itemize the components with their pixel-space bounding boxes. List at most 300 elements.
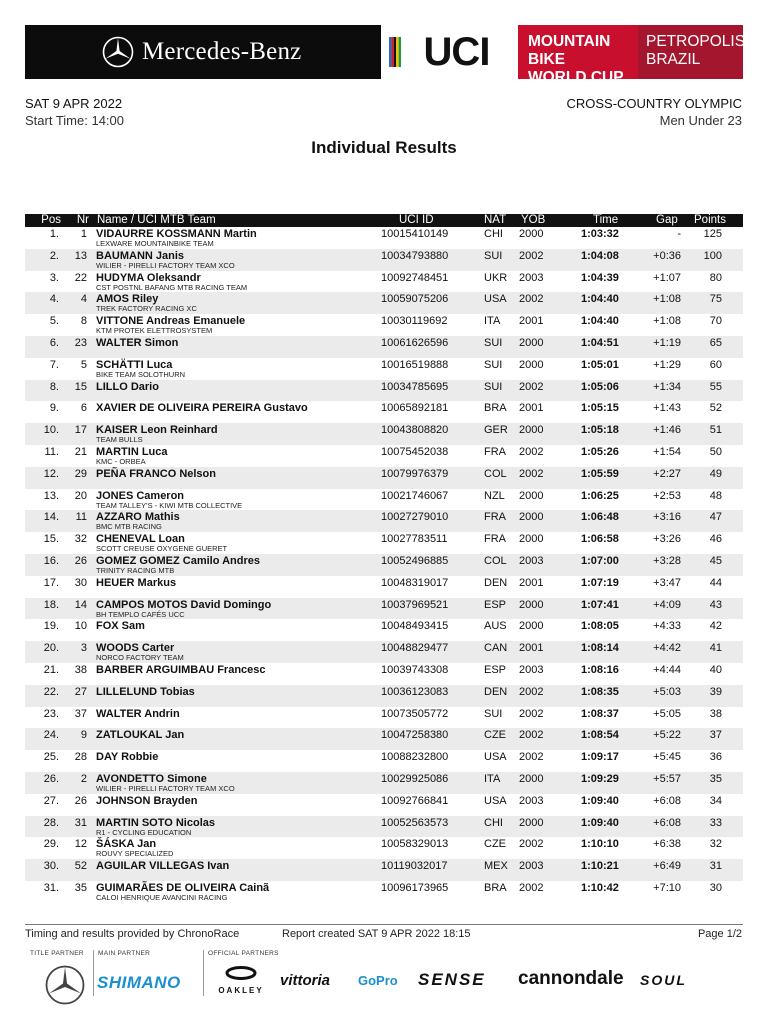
rider-points: 38 xyxy=(709,707,722,720)
rider-gap: +3:47 xyxy=(653,576,681,589)
rider-team: BH TEMPLO CAFÉS UCC xyxy=(96,609,185,619)
rider-position: 11. xyxy=(44,445,59,458)
header-uci-id: UCI ID xyxy=(399,214,434,226)
table-row xyxy=(25,881,743,903)
rider-team: TRINITY RACING MTB xyxy=(96,565,175,575)
rider-nationality: CZE xyxy=(484,838,506,851)
header-time: Time xyxy=(593,214,619,226)
rider-position: 17. xyxy=(43,576,59,589)
rider-year-of-birth: 2001 xyxy=(519,315,544,328)
rider-position: 8. xyxy=(49,380,59,393)
table-row xyxy=(25,576,743,598)
rider-points: 40 xyxy=(709,663,722,676)
rider-nationality: COL xyxy=(484,467,507,480)
mercedes-star-icon xyxy=(102,36,134,68)
rider-time: 1:06:58 xyxy=(581,533,619,546)
rider-name: ŠÁSKA Jan xyxy=(96,838,157,851)
rider-uci-id: 10015410149 xyxy=(381,228,449,240)
rider-position: 16. xyxy=(43,554,59,567)
rider-position: 18. xyxy=(43,598,59,611)
rider-nationality: ITA xyxy=(484,315,501,328)
rider-name: DAY Robbie xyxy=(96,751,159,764)
rider-nationality: ITA xyxy=(484,772,501,785)
rider-year-of-birth: 2000 xyxy=(519,358,544,371)
rider-gap: +1:46 xyxy=(653,424,681,437)
rider-name: HEUER Markus xyxy=(96,576,177,589)
rider-nationality: SUI xyxy=(484,336,503,349)
rider-year-of-birth: 2001 xyxy=(519,576,544,589)
rider-position: 19. xyxy=(43,620,59,633)
header-pos: Pos xyxy=(41,214,61,226)
rider-name: SCHÄTTI Luca xyxy=(96,358,173,371)
rider-position: 7. xyxy=(49,358,59,371)
rider-time: 1:06:25 xyxy=(581,489,619,502)
rider-year-of-birth: 2002 xyxy=(519,467,544,480)
rider-points: 45 xyxy=(709,554,722,567)
rider-nationality: SUI xyxy=(484,249,503,262)
rider-gap: +1:29 xyxy=(653,358,681,371)
table-row xyxy=(25,271,743,293)
rider-team: WILIER - PIRELLI FACTORY TEAM XCO xyxy=(96,783,235,793)
rider-nationality: USA xyxy=(484,751,507,764)
rider-name: VITTONE Andreas Emanuele xyxy=(96,315,246,328)
rider-gap: +5:57 xyxy=(653,772,681,785)
rider-team: LEXWARE MOUNTAINBIKE TEAM xyxy=(96,239,214,248)
rider-time: 1:09:40 xyxy=(581,816,619,829)
table-row xyxy=(25,816,743,838)
rider-bib-number: 23 xyxy=(74,336,87,349)
rider-time: 1:04:08 xyxy=(581,249,619,262)
table-row xyxy=(25,685,743,707)
rider-points: 125 xyxy=(703,228,722,240)
header-gap: Gap xyxy=(656,214,678,226)
rider-points: 47 xyxy=(709,511,722,524)
rider-nationality: USA xyxy=(484,293,507,306)
rider-position: 14. xyxy=(43,511,59,524)
rider-team: NORCO FACTORY TEAM xyxy=(96,653,184,663)
rider-position: 10. xyxy=(43,424,59,437)
rider-year-of-birth: 2000 xyxy=(519,772,544,785)
venue-line-1: PETROPOLIS xyxy=(646,33,746,50)
rider-time: 1:10:42 xyxy=(581,881,619,894)
rider-year-of-birth: 2000 xyxy=(519,511,544,524)
rider-time: 1:09:40 xyxy=(581,794,619,807)
rider-nationality: CZE xyxy=(484,729,506,742)
rider-uci-id: 10052563573 xyxy=(381,816,449,829)
rider-time: 1:08:37 xyxy=(581,707,619,720)
table-row xyxy=(25,249,743,271)
rider-time: 1:07:19 xyxy=(581,576,619,589)
rider-points: 39 xyxy=(709,685,722,698)
rider-team: SCOTT CREUSE OXYGENE GUERET xyxy=(96,544,228,554)
rider-time: 1:05:15 xyxy=(581,402,619,415)
rider-nationality: NZL xyxy=(484,489,505,502)
table-row xyxy=(25,837,743,859)
rider-year-of-birth: 2002 xyxy=(519,751,544,764)
rider-uci-id: 10088232800 xyxy=(381,751,449,764)
rider-name: LILLELUND Tobias xyxy=(96,685,195,698)
mercedes-benz-wordmark: Mercedes-Benz xyxy=(142,38,302,65)
rider-bib-number: 38 xyxy=(74,663,87,676)
rider-gap: +1:19 xyxy=(653,336,681,349)
footer-divider xyxy=(25,924,743,925)
rider-uci-id: 10059075206 xyxy=(381,293,449,306)
rider-points: 35 xyxy=(709,772,722,785)
rider-uci-id: 10092766841 xyxy=(381,794,449,807)
rider-uci-id: 10048829477 xyxy=(381,642,449,655)
rider-year-of-birth: 2002 xyxy=(519,729,544,742)
rider-year-of-birth: 2002 xyxy=(519,838,544,851)
rider-nationality: BRA xyxy=(484,402,507,415)
rider-nationality: GER xyxy=(484,424,508,437)
timing-credit: Timing and results provided by ChronoRace xyxy=(25,928,240,940)
rider-time: 1:06:48 xyxy=(581,511,619,524)
rider-year-of-birth: 2000 xyxy=(519,489,544,502)
uci-rainbow-stripes-icon xyxy=(389,37,401,67)
rider-uci-id: 10039743308 xyxy=(381,663,449,676)
world-cup-label xyxy=(518,25,638,86)
rider-bib-number: 2 xyxy=(80,772,87,785)
rider-uci-id: 10048493415 xyxy=(381,620,449,633)
table-row xyxy=(25,489,743,511)
table-row xyxy=(25,707,743,729)
table-row xyxy=(25,641,743,663)
race-discipline: CROSS-COUNTRY OLYMPIC xyxy=(566,96,742,111)
rider-gap: +4:44 xyxy=(653,663,681,676)
rider-uci-id: 10092748451 xyxy=(381,271,449,284)
rider-team: ROUVY SPECIALIZED xyxy=(96,849,174,859)
rider-points: 49 xyxy=(709,467,722,480)
rider-gap: +3:16 xyxy=(653,511,681,524)
table-row xyxy=(25,227,743,249)
oakley-logo xyxy=(212,966,270,995)
rider-year-of-birth: 2000 xyxy=(519,228,544,240)
rider-bib-number: 3 xyxy=(80,642,87,655)
rider-team: KTM PROTEK ELETTROSYSTEM xyxy=(96,326,213,336)
race-info-block xyxy=(566,95,742,129)
rider-year-of-birth: 2002 xyxy=(519,685,544,698)
rider-points: 80 xyxy=(709,271,722,284)
rider-time: 1:04:40 xyxy=(581,293,619,306)
rider-uci-id: 10036123083 xyxy=(381,685,449,698)
table-row xyxy=(25,772,743,794)
uci-logo xyxy=(381,25,518,79)
rider-position: 12. xyxy=(43,467,59,480)
rider-gap: +1:08 xyxy=(653,315,681,328)
header-yob: YOB xyxy=(521,214,546,226)
rider-position: 24. xyxy=(43,729,59,742)
rider-year-of-birth: 2003 xyxy=(519,794,544,807)
rider-bib-number: 15 xyxy=(74,380,87,393)
rider-nationality: SUI xyxy=(484,380,503,393)
rider-uci-id: 10052496885 xyxy=(381,554,449,567)
report-created: Report created SAT 9 APR 2022 18:15 xyxy=(282,928,471,940)
rider-points: 70 xyxy=(709,315,722,328)
rider-nationality: AUS xyxy=(484,620,507,633)
rider-time: 1:09:29 xyxy=(581,772,619,785)
rider-gap: +1:07 xyxy=(653,271,681,284)
rider-nationality: ESP xyxy=(484,598,507,611)
rider-points: 50 xyxy=(709,445,722,458)
oakley-ellipse-icon xyxy=(212,966,270,980)
rider-year-of-birth: 2002 xyxy=(519,380,544,393)
rider-name: GOMEZ GOMEZ Camilo Andres xyxy=(96,554,260,567)
rider-bib-number: 13 xyxy=(74,249,87,262)
rider-bib-number: 12 xyxy=(74,838,87,851)
rider-name: JOHNSON Brayden xyxy=(96,794,198,807)
rider-year-of-birth: 2001 xyxy=(519,402,544,415)
rider-position: 22. xyxy=(43,685,59,698)
rider-bib-number: 30 xyxy=(74,576,87,589)
rider-time: 1:09:17 xyxy=(581,751,619,764)
event-banner xyxy=(25,25,746,86)
rider-year-of-birth: 2002 xyxy=(519,249,544,262)
rider-year-of-birth: 2002 xyxy=(519,445,544,458)
table-row xyxy=(25,336,743,358)
table-row xyxy=(25,598,743,620)
table-row xyxy=(25,750,743,772)
rider-uci-id: 10119032017 xyxy=(381,860,448,873)
rider-gap: +7:10 xyxy=(653,881,681,894)
rider-uci-id: 10065892181 xyxy=(381,402,449,415)
rider-position: 21. xyxy=(43,663,59,676)
oakley-wordmark: OAKLEY xyxy=(218,986,264,995)
rider-position: 29. xyxy=(43,838,59,851)
rider-points: 31 xyxy=(709,860,722,873)
rider-uci-id: 10079976379 xyxy=(381,467,449,480)
rider-position: 31. xyxy=(43,881,59,894)
rider-name: LILLO Dario xyxy=(96,380,159,393)
rider-bib-number: 6 xyxy=(80,402,87,415)
rider-name: BARBER ARGUIMBAU Francesc xyxy=(96,663,266,676)
rider-year-of-birth: 2000 xyxy=(519,336,544,349)
rider-position: 27. xyxy=(43,794,59,807)
table-row xyxy=(25,445,743,467)
rider-gap: +1:43 xyxy=(653,402,681,415)
rider-time: 1:08:54 xyxy=(581,729,619,742)
rider-bib-number: 11 xyxy=(75,511,87,524)
rider-time: 1:10:21 xyxy=(581,860,619,873)
rider-gap: +4:33 xyxy=(653,620,681,633)
rider-nationality: FRA xyxy=(484,445,506,458)
rider-team: BIKE TEAM SOLOTHURN xyxy=(96,369,186,379)
rider-nationality: CHI xyxy=(484,816,503,829)
rider-name: MARTIN SOTO Nicolas xyxy=(96,816,215,829)
rider-year-of-birth: 2003 xyxy=(519,860,544,873)
table-row xyxy=(25,467,743,489)
rider-name: AMOS Riley xyxy=(96,293,159,306)
rider-uci-id: 10021746067 xyxy=(381,489,449,502)
rider-year-of-birth: 2000 xyxy=(519,598,544,611)
rider-gap: +2:53 xyxy=(653,489,681,502)
gopro-logo: GoPro xyxy=(358,973,398,988)
rider-points: 41 xyxy=(709,642,722,655)
rider-uci-id: 10096173965 xyxy=(381,881,449,894)
rider-bib-number: 32 xyxy=(74,533,87,546)
rider-gap: +5:22 xyxy=(653,729,681,742)
rider-name: JONES Cameron xyxy=(96,489,185,502)
rider-points: 46 xyxy=(709,533,722,546)
rider-name: AGUILAR VILLEGAS Ivan xyxy=(96,860,230,873)
main-partner-label: MAIN PARTNER xyxy=(98,950,151,957)
rider-year-of-birth: 2000 xyxy=(519,424,544,437)
rider-points: 65 xyxy=(709,336,722,349)
rider-year-of-birth: 2000 xyxy=(519,816,544,829)
rider-team: WILIER - PIRELLI FACTORY TEAM XCO xyxy=(96,260,235,270)
rider-time: 1:08:16 xyxy=(581,663,619,676)
rider-uci-id: 10027279010 xyxy=(381,511,449,524)
rider-nationality: ESP xyxy=(484,663,507,676)
rider-team: TEAM BULLS xyxy=(96,435,143,445)
rider-time: 1:03:32 xyxy=(581,228,619,240)
rider-gap: +3:26 xyxy=(653,533,681,546)
rider-time: 1:04:51 xyxy=(581,336,619,349)
rider-team: CST POSTNL BAFANG MTB RACING TEAM xyxy=(96,282,248,292)
rider-name: VIDAURRE KOSSMANN Martin xyxy=(96,228,257,240)
rider-nationality: DEN xyxy=(484,576,508,589)
start-time: Start Time: 14:00 xyxy=(25,113,124,128)
rider-bib-number: 10 xyxy=(74,620,87,633)
rider-nationality: FRA xyxy=(484,533,506,546)
partner-divider xyxy=(203,950,204,996)
shimano-logo: SHIMANO xyxy=(97,973,181,992)
rider-points: 33 xyxy=(709,816,722,829)
rider-uci-id: 10034793880 xyxy=(381,249,449,262)
table-row xyxy=(25,554,743,576)
soul-logo: SOUL xyxy=(640,972,687,988)
title-partner-label: TITLE PARTNER xyxy=(30,950,84,957)
results-table-header xyxy=(25,214,743,227)
rider-points: 36 xyxy=(709,751,722,764)
rider-gap: +1:34 xyxy=(653,380,681,393)
rider-uci-id: 10027783511 xyxy=(381,533,448,546)
rider-position: 23. xyxy=(43,707,59,720)
rider-year-of-birth: 2000 xyxy=(519,533,544,546)
rider-name: FOX Sam xyxy=(96,620,145,633)
venue-line-2: BRAZIL xyxy=(646,51,701,68)
mercedes-benz-logo xyxy=(25,25,381,79)
rider-points: 48 xyxy=(709,489,722,502)
cannondale-logo: cannondale xyxy=(518,968,624,989)
rider-time: 1:05:18 xyxy=(581,424,619,437)
rider-uci-id: 10037969521 xyxy=(381,598,449,611)
rider-position: 30. xyxy=(43,860,59,873)
rider-year-of-birth: 2003 xyxy=(519,663,544,676)
rider-year-of-birth: 2002 xyxy=(519,293,544,306)
rider-position: 25. xyxy=(43,751,59,764)
rider-bib-number: 52 xyxy=(74,860,87,873)
rider-time: 1:05:59 xyxy=(581,467,619,480)
rider-uci-id: 10075452038 xyxy=(381,445,449,458)
rider-name: ZATLOUKAL Jan xyxy=(96,729,185,742)
rider-name: BAUMANN Janis xyxy=(96,249,185,262)
rider-bib-number: 35 xyxy=(74,881,87,894)
rider-name: KAISER Leon Reinhard xyxy=(96,424,218,437)
rider-bib-number: 5 xyxy=(80,358,87,371)
rider-position: 13. xyxy=(43,489,59,502)
rider-gap: +6:08 xyxy=(653,816,681,829)
rider-nationality: MEX xyxy=(484,860,508,873)
rider-position: 9. xyxy=(49,402,59,415)
rider-name: WALTER Simon xyxy=(96,336,179,349)
rider-points: 100 xyxy=(703,249,722,262)
rider-points: 44 xyxy=(709,576,722,589)
rider-bib-number: 26 xyxy=(74,554,87,567)
rider-gap: +6:38 xyxy=(653,838,681,851)
event-line-2: WORLD CUP xyxy=(528,69,624,86)
rider-position: 28. xyxy=(43,816,59,829)
table-row xyxy=(25,859,743,881)
rider-uci-id: 10047258380 xyxy=(381,729,449,742)
vittoria-logo: vittoria xyxy=(280,972,331,989)
partner-divider xyxy=(93,950,94,996)
rider-nationality: FRA xyxy=(484,511,506,524)
rider-year-of-birth: 2000 xyxy=(519,620,544,633)
rider-team: KMC - ORBEA xyxy=(96,456,146,466)
rider-bib-number: 8 xyxy=(80,315,87,328)
rider-time: 1:08:35 xyxy=(581,685,619,698)
rider-uci-id: 10058329013 xyxy=(381,838,449,851)
page-title: Individual Results xyxy=(311,138,457,157)
rider-gap: +6:08 xyxy=(653,794,681,807)
rider-nationality: SUI xyxy=(484,707,503,720)
rider-points: 75 xyxy=(709,293,722,306)
header-name: Name / UCI MTB Team xyxy=(97,214,216,226)
rider-nationality: USA xyxy=(484,794,507,807)
rider-nationality: CHI xyxy=(484,228,503,240)
rider-position: 1. xyxy=(49,228,59,240)
rider-bib-number: 4 xyxy=(80,293,87,306)
rider-uci-id: 10061626596 xyxy=(381,336,449,349)
table-row xyxy=(25,619,743,641)
rider-name: CAMPOS MOTOS David Domingo xyxy=(96,598,272,611)
rider-time: 1:05:01 xyxy=(581,358,619,371)
rider-team: BMC MTB RACING xyxy=(96,522,162,532)
venue-label xyxy=(638,25,746,79)
table-row xyxy=(25,532,743,554)
rider-bib-number: 17 xyxy=(74,424,87,437)
rider-bib-number: 37 xyxy=(74,707,87,720)
rider-bib-number: 29 xyxy=(74,467,87,480)
table-row xyxy=(25,663,743,685)
rider-nationality: SUI xyxy=(484,358,503,371)
rider-bib-number: 1 xyxy=(80,228,87,240)
rider-name: HUDYMA Oleksandr xyxy=(96,271,201,284)
rider-position: 4. xyxy=(49,293,59,306)
rider-name: PEÑA FRANCO Nelson xyxy=(96,467,216,480)
rider-points: 43 xyxy=(709,598,722,611)
rider-name: GUIMARÃES DE OLIVEIRA Cainã xyxy=(96,881,270,894)
rider-name: MARTIN Luca xyxy=(96,445,168,458)
rider-gap: +6:49 xyxy=(653,860,681,873)
table-row xyxy=(25,423,743,445)
rider-name: AZZARO Mathis xyxy=(96,511,180,524)
rider-team: TEAM TALLEY'S - KIWI MTB COLLECTIVE xyxy=(96,500,243,510)
rider-year-of-birth: 2003 xyxy=(519,271,544,284)
rider-name: CHENEVAL Loan xyxy=(96,533,185,546)
rider-position: 5. xyxy=(49,315,59,328)
rider-uci-id: 10073505772 xyxy=(381,707,449,720)
rider-time: 1:08:14 xyxy=(581,642,619,655)
rider-position: 20. xyxy=(43,642,59,655)
rider-bib-number: 26 xyxy=(74,794,87,807)
rider-position: 2. xyxy=(49,249,59,262)
rider-position: 3. xyxy=(49,271,59,284)
rider-uci-id: 10043808820 xyxy=(381,424,449,437)
rider-points: 42 xyxy=(709,620,722,633)
rider-team: TREK FACTORY RACING XC xyxy=(96,304,197,314)
rider-position: 26. xyxy=(43,772,59,785)
